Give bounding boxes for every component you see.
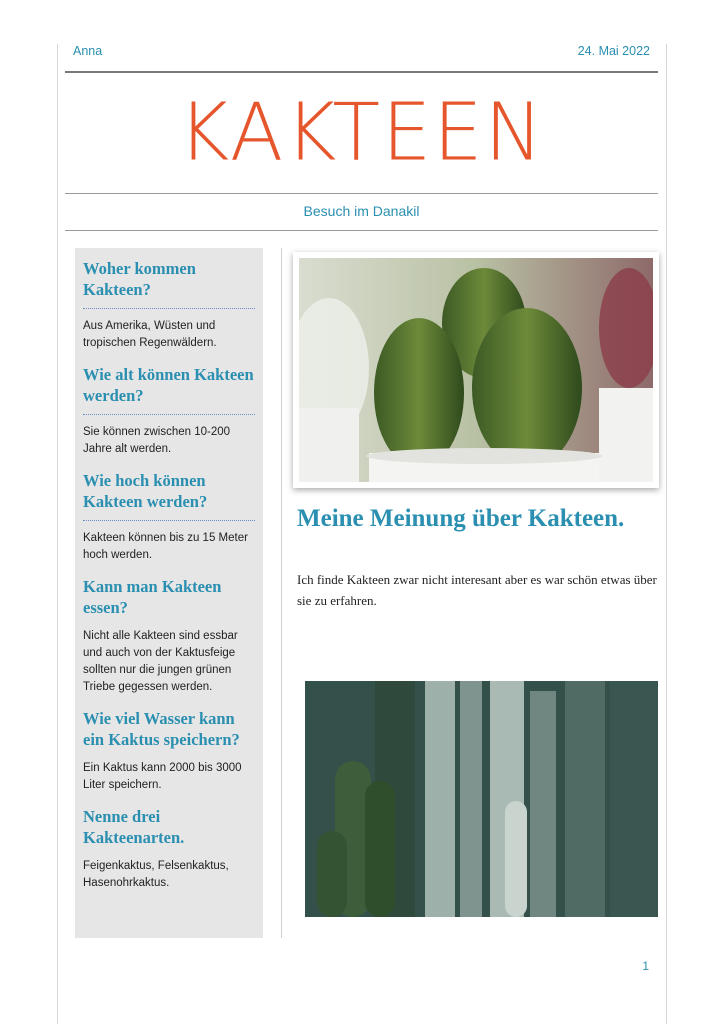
cactus-garden-illustration — [305, 681, 658, 917]
faq-answer: Nicht alle Kakteen sind essbar und auch von der Kaktusfeige sollten nur die jungen grünen Triebe gegessen werden. — [83, 630, 238, 693]
header-author: Anna — [73, 44, 103, 58]
page-number: 1 — [642, 959, 649, 973]
cactus-garden-photo — [305, 681, 658, 917]
faq-question: Wie viel Wasser kann ein Kaktus speichern? — [83, 709, 240, 749]
faq-answer: Kakteen können bis zu 15 Meter hoch werden. — [83, 532, 248, 561]
page-title — [65, 88, 658, 178]
faq-question: Wie hoch können Kakteen werden? — [83, 471, 208, 511]
faq-question: Wie alt können Kakteen werden? — [83, 365, 254, 405]
page-right-border — [666, 44, 667, 1024]
article-heading: Meine Meinung über Kakteen. — [297, 505, 625, 532]
header-date: 24. Mai 2022 — [577, 44, 650, 58]
faq-answer: Feigenkaktus, Felsenkaktus, Hasenohrkaktus. — [83, 860, 229, 889]
faq-answer: Sie können zwischen 10-200 Jahre alt werden. — [83, 426, 231, 455]
faq-answer: Aus Amerika, Wüsten und tropischen Regenwäldern. — [83, 320, 217, 349]
page-title-text: KAKTEEN — [178, 87, 545, 179]
cactus-pot-photo — [299, 258, 653, 482]
page-subtitle: Besuch im Danakil — [303, 203, 420, 219]
faq-question: Kann man Kakteen essen? — [83, 577, 222, 617]
column-separator — [281, 248, 282, 938]
faq-divider — [83, 308, 255, 309]
faq-question: Nenne drei Kakteenarten. — [83, 807, 185, 847]
faq-sidebar — [75, 248, 263, 938]
subtitle-rule-top — [65, 193, 658, 194]
page-bottom-margin — [0, 940, 1, 1024]
header-rule — [65, 71, 658, 73]
subtitle-rule-bottom — [65, 230, 658, 231]
article-body: Ich finde Kakteen zwar nicht interesant aber es war schön etwas über sie zu erfahren. — [297, 572, 657, 608]
faq-answer: Ein Kaktus kann 2000 bis 3000 Liter speichern. — [83, 762, 242, 791]
cactus-photo-frame — [293, 252, 659, 488]
faq-divider — [83, 520, 255, 521]
faq-divider — [83, 414, 255, 415]
cactus-pot-illustration — [299, 258, 653, 482]
page-left-border — [57, 44, 58, 1024]
faq-question: Woher kommen Kakteen? — [83, 259, 196, 299]
